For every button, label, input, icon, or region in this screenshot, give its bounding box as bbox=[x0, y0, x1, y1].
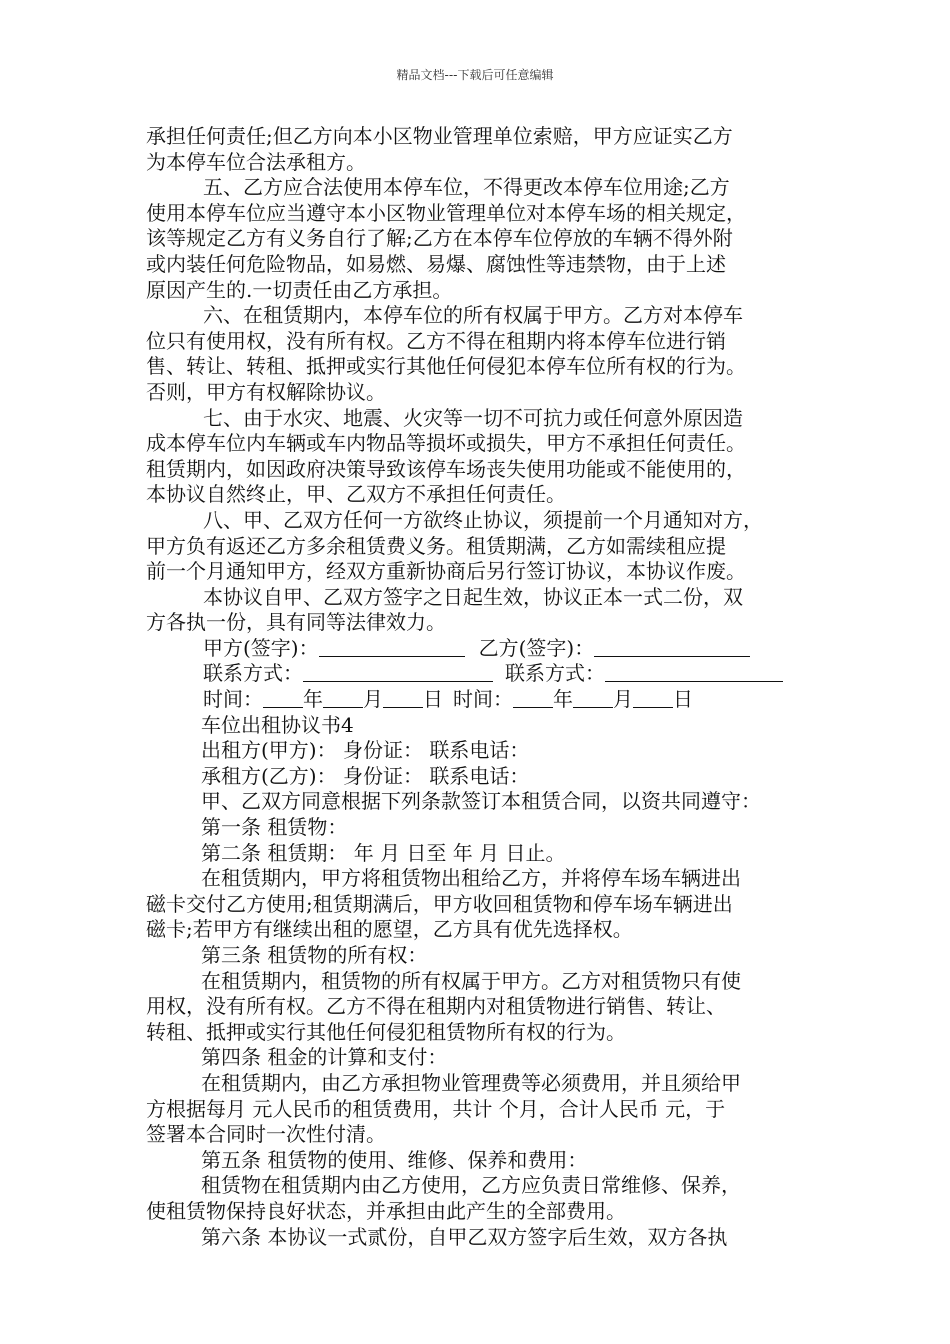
party-a-contact-label: 联系方式： bbox=[203, 661, 303, 686]
month-label: 月 bbox=[363, 687, 383, 712]
text-line: 签署本合同时一次性付清。 bbox=[146, 1122, 386, 1147]
day-label: 日 bbox=[673, 687, 693, 712]
signature-row-time bbox=[146, 687, 806, 713]
text-line: 为本停车位合法承租方。 bbox=[146, 149, 366, 174]
text-line: 售、转让、转租、抵押或实行其他任何侵犯本停车位所有权的行为。 bbox=[146, 354, 746, 379]
text-line: 七、由于水灾、地震、火灾等一切不可抗力或任何意外原因造 bbox=[203, 405, 743, 430]
month-blank bbox=[323, 691, 363, 708]
text-line: 位只有使用权，没有所有权。乙方不得在租期内将本停车位进行销 bbox=[146, 328, 726, 353]
party-b-contact-blank bbox=[605, 665, 783, 682]
text-line: 本协议自甲、乙双方签字之日起生效，协议正本一式二份，双 bbox=[203, 584, 743, 609]
day-blank bbox=[633, 691, 673, 708]
text-line: 第一条 租赁物： bbox=[201, 815, 348, 840]
text-line: 第四条 租金的计算和支付： bbox=[201, 1045, 448, 1070]
text-line: 第六条 本协议一式贰份，自甲乙双方签字后生效，双方各执 bbox=[201, 1224, 728, 1249]
year-blank bbox=[513, 691, 553, 708]
text-line: 第五条 租赁物的使用、维修、保养和费用： bbox=[201, 1147, 588, 1172]
text-line: 五、乙方应合法使用本停车位，不得更改本停车位用途;乙方 bbox=[203, 175, 730, 200]
text-line: 本协议自然终止，甲、乙双方不承担任何责任。 bbox=[146, 482, 566, 507]
party-b-time-label: 时间： bbox=[453, 687, 513, 712]
signature-row-party bbox=[146, 636, 806, 662]
document-subtitle: 车位出租协议书4 bbox=[201, 712, 354, 737]
text-line: 第三条 租赁物的所有权： bbox=[201, 943, 428, 967]
party-a-contact-blank bbox=[303, 665, 493, 682]
text-line: 使用本停车位应当遵守本小区物业管理单位对本停车场的相关规定， bbox=[146, 200, 746, 225]
text-line: 使租赁物保持良好状态，并承担由此产生的全部费用。 bbox=[146, 1198, 626, 1223]
text-line: 租赁物在租赁期内由乙方使用，乙方应负责日常维修、保养， bbox=[201, 1173, 741, 1198]
text-line: 在租赁期内，由乙方承担物业管理费等必须费用，并且须给甲 bbox=[201, 1070, 741, 1095]
document-body bbox=[146, 124, 806, 1250]
month-label: 月 bbox=[613, 687, 633, 712]
text-line: 甲方负有返还乙方多余租赁费义务。租赁期满，乙方如需续租应提 bbox=[146, 533, 726, 558]
text-line: 在租赁期内，甲方将租赁物出租给乙方，并将停车场车辆进出 bbox=[201, 866, 741, 891]
party-a-sign-blank bbox=[319, 640, 465, 657]
signature-row-contact bbox=[146, 661, 806, 687]
day-blank bbox=[383, 691, 423, 708]
party-a-time-label: 时间： bbox=[203, 687, 263, 712]
text-line: 成本停车位内车辆或车内物品等损坏或损失，甲方不承担任何责任。 bbox=[146, 431, 746, 456]
text-line: 方根据每月 元人民币的租赁费用，共计 个月，合计人民币 元，于 bbox=[146, 1096, 726, 1121]
text-line: 六、在租赁期内，本停车位的所有权属于甲方。乙方对本停车 bbox=[203, 303, 743, 328]
party-b-sign-label: 乙方(签字)： bbox=[478, 635, 595, 660]
party-a-sign-label: 甲方(签字)： bbox=[203, 635, 319, 660]
page-header: 精品文档---下载后可任意编辑 bbox=[396, 68, 554, 82]
text-line: 方各执一份，具有同等法律效力。 bbox=[146, 610, 446, 635]
text-line: 转租、抵押或实行其他任何侵犯租赁物所有权的行为。 bbox=[146, 1019, 626, 1044]
text-line: 第二条 租赁期： 年 月 日至 年 月 日止。 bbox=[201, 840, 566, 865]
text-line: 承担任何责任;但乙方向本小区物业管理单位索赔，甲方应证实乙方 bbox=[146, 124, 733, 148]
year-label: 年 bbox=[553, 687, 573, 712]
text-line: 前一个月通知甲方，经双方重新协商后另行签订协议，本协议作废。 bbox=[146, 559, 746, 584]
text-line: 否则，甲方有权解除协议。 bbox=[146, 379, 386, 404]
text-line: 或内装任何危险物品，如易燃、易爆、腐蚀性等违禁物，由于上述 bbox=[146, 251, 726, 276]
year-label: 年 bbox=[303, 687, 323, 712]
text-line: 磁卡;若甲方有继续出租的愿望，乙方具有优先选择权。 bbox=[146, 917, 633, 942]
text-line: 在租赁期内，租赁物的所有权属于甲方。乙方对租赁物只有使 bbox=[201, 968, 741, 993]
party-b-sign-blank bbox=[594, 640, 750, 657]
text-line: 八、甲、乙双方任何一方欲终止协议，须提前一个月通知对方， bbox=[203, 507, 763, 532]
month-blank bbox=[573, 691, 613, 708]
text-line: 租赁期内，如因政府决策导致该停车场丧失使用功能或不能使用的， bbox=[146, 456, 746, 481]
year-blank bbox=[263, 691, 303, 708]
text-line: 甲、乙双方同意根据下列条款签订本租赁合同，以资共同遵守： bbox=[201, 789, 761, 814]
text-line: 出租方(甲方)： 身份证： 联系电话： bbox=[201, 738, 530, 763]
text-line: 磁卡交付乙方使用;租赁期满后，甲方收回租赁物和停车场车辆进出 bbox=[146, 891, 733, 916]
text-line: 该等规定乙方有义务自行了解;乙方在本停车位停放的车辆不得外附 bbox=[146, 226, 733, 251]
text-line: 用权，没有所有权。乙方不得在租期内对租赁物进行销售、转让、 bbox=[146, 994, 726, 1019]
day-label: 日 bbox=[423, 687, 443, 712]
text-line: 承租方(乙方)： 身份证： 联系电话： bbox=[201, 763, 530, 788]
party-b-contact-label: 联系方式： bbox=[505, 661, 605, 686]
text-line: 原因产生的.一切责任由乙方承担。 bbox=[146, 277, 453, 302]
